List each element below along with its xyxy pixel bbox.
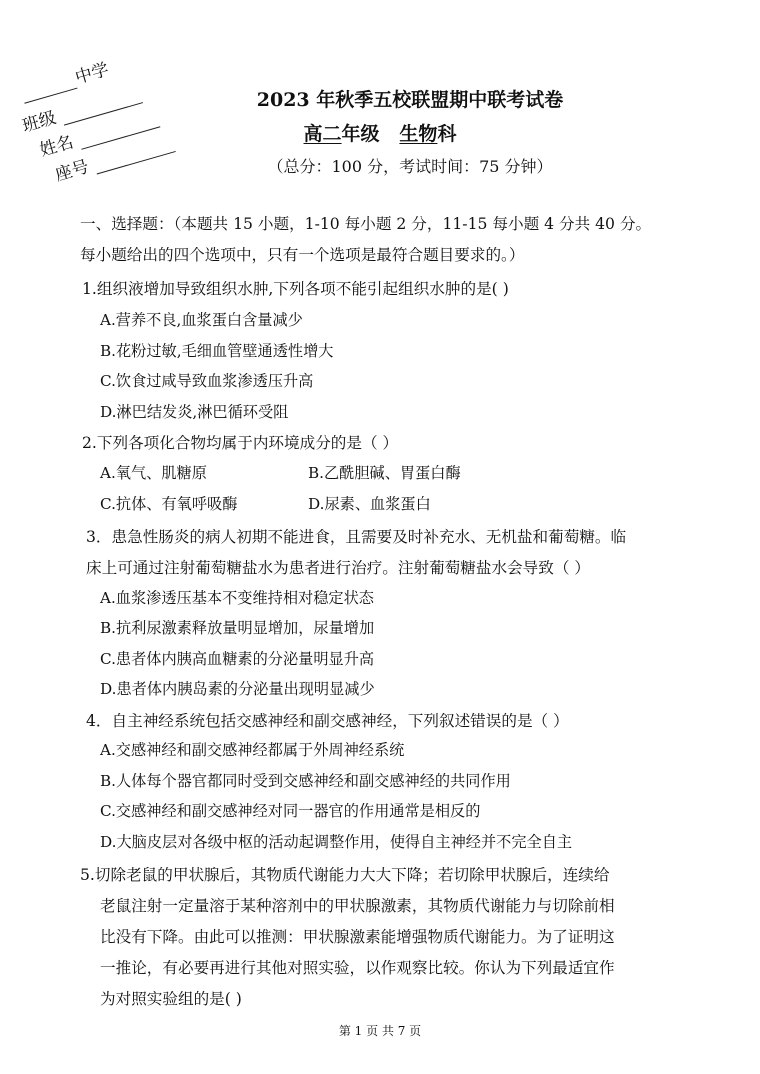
question-3-option-b: B.抗利尿激素释放量明显增加，尿量增加 <box>100 619 375 637</box>
question-2-stem: 2.下列各项化合物均属于内环境成分的是（ ） <box>82 434 399 452</box>
question-1-option-d: D.淋巴结发炎,淋巴循环受阻 <box>100 403 289 421</box>
question-2-option-d: D.尿素、血浆蛋白 <box>308 495 431 513</box>
exam-subtitle <box>0 119 760 146</box>
question-2-option-c: C.抗体、有氧呼吸酶 <box>100 495 238 513</box>
question-4-option-b: B.人体每个器官都同时受到交感神经和副交感神经的共同作用 <box>100 772 511 790</box>
question-3-option-a: A.血浆渗透压基本不变维持相对稳定状态 <box>100 589 374 607</box>
question-4-stem: 4．自主神经系统包括交感神经和副交感神经，下列叙述错误的是（ ） <box>86 712 569 730</box>
page-footer: 第 1 页 共 7 页 <box>338 1024 422 1038</box>
subject-suffix: 科 <box>437 123 457 145</box>
question-4-option-c: C.交感神经和副交感神经对同一器官的作用通常是相反的 <box>100 802 481 820</box>
class-label: 班级 <box>20 108 59 137</box>
question-2-option-b: B.乙酰胆碱、胃蛋白酶 <box>308 464 461 482</box>
question-5-stem-line5: 为对照实验组的是( ) <box>100 990 242 1008</box>
question-3-option-d: D.患者体内胰岛素的分泌量出现明显减少 <box>100 680 375 698</box>
question-5-stem-line2: 老鼠注射一定量溶于某种溶剂中的甲状腺激素，其物质代谢能力与切除前相 <box>100 897 615 915</box>
exam-title: 2023 年秋季五校联盟期中联考试卷 <box>256 89 564 111</box>
question-1-option-b: B.花粉过敏,毛细血管壁通透性增大 <box>100 342 334 360</box>
question-5-stem-line3: 比没有下降。由此可以推测：甲状腺激素能增强物质代谢能力。为了证明这 <box>100 928 615 946</box>
grade: 高二 <box>303 123 342 145</box>
question-1-option-c: C.饮食过咸导致血浆渗透压升高 <box>100 372 314 390</box>
question-3-option-c: C.患者体内胰高血糖素的分泌量明显升高 <box>100 650 375 668</box>
question-2-option-a: A.氧气、肌糖原 <box>100 464 207 482</box>
question-5-stem-line4: 一推论，有必要再进行其他对照实验，以作观察比较。你认为下列最适宜作 <box>100 959 615 977</box>
grade-suffix: 年级 <box>341 123 380 145</box>
question-5-stem-line1: 5.切除老鼠的甲状腺后，其物质代谢能力大大下降；若切除甲状腺后，连续给 <box>80 866 610 884</box>
question-4-option-d: D.大脑皮层对各级中枢的活动起调整作用，使得自主神经并不完全自主 <box>100 833 573 851</box>
question-3-stem-line1: 3．患急性肠炎的病人初期不能进食，且需要及时补充水、无机盐和葡萄糖。临 <box>86 528 627 546</box>
question-1-stem: 1.组织液增加导致组织水肿,下列各项不能引起组织水肿的是( ) <box>82 280 509 298</box>
question-1-option-a: A.营养不良,血浆蛋白含量减少 <box>100 311 303 329</box>
question-4-option-a: A.交感神经和副交感神经都属于外周神经系统 <box>100 741 405 759</box>
seat-label: 座号 <box>52 156 92 186</box>
exam-info: （总分：100 分，考试时间：75 分钟） <box>267 157 553 176</box>
subject: 生物 <box>399 123 438 145</box>
school-label: 中学 <box>72 59 112 89</box>
section-heading-line2: 每小题给出的四个选项中，只有一个选项是最符合题目要求的。） <box>80 246 525 264</box>
name-label: 姓名 <box>37 132 76 161</box>
section-heading-line1: 一、选择题：（本题共 15 小题，1-10 每小题 2 分，11-15 每小题 4 分共 40 分。 <box>80 215 652 233</box>
question-3-stem-line2: 床上可通过注射葡萄糖盐水为患者进行治疗。注射葡萄糖盐水会导致（ ） <box>86 559 590 577</box>
